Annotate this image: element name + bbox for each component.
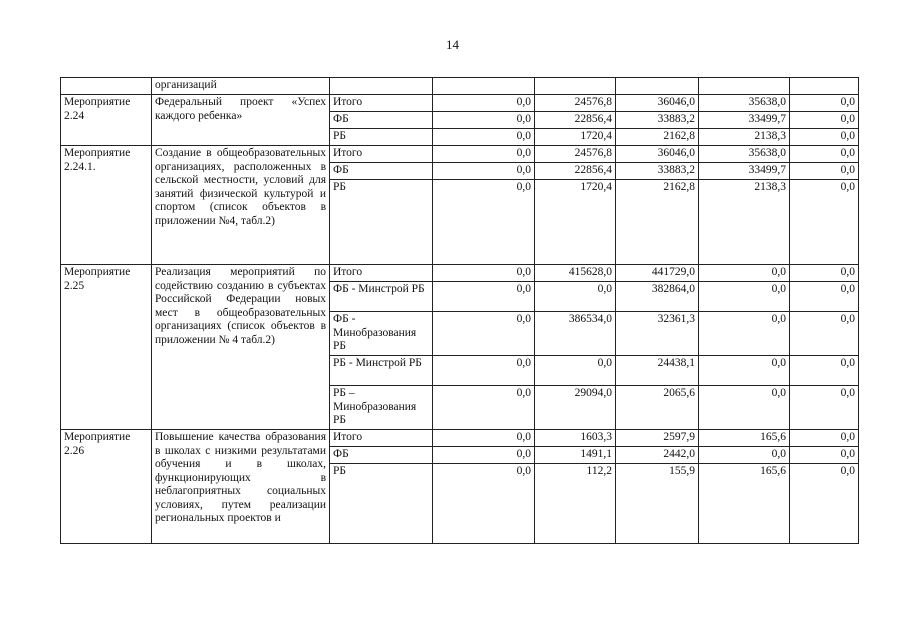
table-row xyxy=(61,95,859,112)
table-cell xyxy=(616,78,699,95)
table-cell xyxy=(699,78,790,95)
value-cell: 0,0 xyxy=(699,447,790,464)
value-cell: 382864,0 xyxy=(616,282,699,312)
value-cell: 0,0 xyxy=(433,356,535,386)
value-cell: 24576,8 xyxy=(535,146,616,163)
value-cell: 0,0 xyxy=(433,95,535,112)
value-cell: 165,6 xyxy=(699,430,790,447)
funding-source: РБ xyxy=(330,464,433,544)
value-cell: 165,6 xyxy=(699,464,790,544)
table-cell xyxy=(535,78,616,95)
value-cell: 35638,0 xyxy=(699,95,790,112)
table-row xyxy=(61,78,859,95)
value-cell: 35638,0 xyxy=(699,146,790,163)
table-row xyxy=(61,430,859,447)
value-cell: 0,0 xyxy=(790,386,859,430)
measure-name: Повышение качества образования в школах с низкими результатами обучения и в школах, функционирующих в неблагоприятных социальных условиях, путем реализации региональных проектов и xyxy=(152,430,330,544)
table-cell xyxy=(433,78,535,95)
value-cell: 22856,4 xyxy=(535,163,616,180)
value-cell: 0,0 xyxy=(699,356,790,386)
value-cell: 1603,3 xyxy=(535,430,616,447)
value-cell: 1491,1 xyxy=(535,447,616,464)
continuation-name: организаций xyxy=(152,78,330,95)
value-cell: 0,0 xyxy=(790,163,859,180)
value-cell: 33499,7 xyxy=(699,112,790,129)
measure-label: Мероприятие 2.26 xyxy=(61,430,152,544)
table-row xyxy=(61,146,859,163)
measure-name: Реализация мероприятий по содействию созданию в субъектах Российской Федерации новых мест в общеобразовательных организациях (список объектов в приложении № 4 табл.2) xyxy=(152,265,330,430)
table-cell xyxy=(330,78,433,95)
funding-source: Итого xyxy=(330,95,433,112)
value-cell: 1720,4 xyxy=(535,129,616,146)
value-cell: 0,0 xyxy=(535,282,616,312)
measure-name: Федеральный проект «Успех каждого ребенка» xyxy=(152,95,330,146)
value-cell: 0,0 xyxy=(433,129,535,146)
value-cell: 2138,3 xyxy=(699,129,790,146)
value-cell: 0,0 xyxy=(790,112,859,129)
value-cell: 0,0 xyxy=(535,356,616,386)
funding-source: ФБ xyxy=(330,163,433,180)
value-cell: 33883,2 xyxy=(616,163,699,180)
table-cell xyxy=(790,78,859,95)
funding-source: Итого xyxy=(330,265,433,282)
value-cell: 0,0 xyxy=(790,146,859,163)
value-cell: 33499,7 xyxy=(699,163,790,180)
value-cell: 0,0 xyxy=(433,163,535,180)
value-cell: 29094,0 xyxy=(535,386,616,430)
value-cell: 415628,0 xyxy=(535,265,616,282)
value-cell: 2138,3 xyxy=(699,180,790,265)
value-cell: 32361,3 xyxy=(616,312,699,356)
value-cell: 0,0 xyxy=(433,146,535,163)
value-cell: 0,0 xyxy=(699,312,790,356)
funding-source: ФБ xyxy=(330,112,433,129)
value-cell: 112,2 xyxy=(535,464,616,544)
page-number: 14 xyxy=(446,37,459,52)
value-cell: 0,0 xyxy=(790,129,859,146)
value-cell: 0,0 xyxy=(699,265,790,282)
value-cell: 0,0 xyxy=(433,464,535,544)
value-cell: 36046,0 xyxy=(616,146,699,163)
funding-source: ФБ - Минобразования РБ xyxy=(330,312,433,356)
value-cell: 0,0 xyxy=(433,312,535,356)
funding-source: РБ xyxy=(330,129,433,146)
funding-source: Итого xyxy=(330,146,433,163)
funding-source: ФБ xyxy=(330,447,433,464)
value-cell: 1720,4 xyxy=(535,180,616,265)
value-cell: 0,0 xyxy=(790,430,859,447)
value-cell: 0,0 xyxy=(790,95,859,112)
value-cell: 0,0 xyxy=(790,464,859,544)
funding-source: РБ – Минобразования РБ xyxy=(330,386,433,430)
value-cell: 0,0 xyxy=(433,180,535,265)
funding-source: Итого xyxy=(330,430,433,447)
value-cell: 0,0 xyxy=(433,430,535,447)
value-cell: 441729,0 xyxy=(616,265,699,282)
value-cell: 0,0 xyxy=(433,265,535,282)
value-cell: 2162,8 xyxy=(616,180,699,265)
measure-label: Мероприятие 2.25 xyxy=(61,265,152,430)
budget-table xyxy=(60,77,859,544)
table-cell xyxy=(61,78,152,95)
value-cell: 2162,8 xyxy=(616,129,699,146)
table-row xyxy=(61,265,859,282)
funding-source: РБ xyxy=(330,180,433,265)
value-cell: 0,0 xyxy=(790,447,859,464)
value-cell: 24438,1 xyxy=(616,356,699,386)
value-cell: 155,9 xyxy=(616,464,699,544)
value-cell: 22856,4 xyxy=(535,112,616,129)
value-cell: 33883,2 xyxy=(616,112,699,129)
value-cell: 2065,6 xyxy=(616,386,699,430)
value-cell: 0,0 xyxy=(790,356,859,386)
value-cell: 0,0 xyxy=(433,282,535,312)
value-cell: 0,0 xyxy=(433,112,535,129)
value-cell: 0,0 xyxy=(699,282,790,312)
value-cell: 0,0 xyxy=(790,282,859,312)
value-cell: 386534,0 xyxy=(535,312,616,356)
measure-label: Мероприятие 2.24.1. xyxy=(61,146,152,265)
value-cell: 24576,8 xyxy=(535,95,616,112)
value-cell: 2597,9 xyxy=(616,430,699,447)
value-cell: 0,0 xyxy=(790,180,859,265)
value-cell: 0,0 xyxy=(699,386,790,430)
value-cell: 36046,0 xyxy=(616,95,699,112)
funding-source: ФБ - Минстрой РБ xyxy=(330,282,433,312)
measure-name: Создание в общеобразовательных организациях, расположенных в сельской местности, условий для занятий физической культурой и спортом (список объектов в приложении №4, табл.2) xyxy=(152,146,330,265)
funding-source: РБ - Минстрой РБ xyxy=(330,356,433,386)
value-cell: 0,0 xyxy=(433,386,535,430)
value-cell: 0,0 xyxy=(433,447,535,464)
value-cell: 2442,0 xyxy=(616,447,699,464)
measure-label: Мероприятие 2.24 xyxy=(61,95,152,146)
value-cell: 0,0 xyxy=(790,312,859,356)
value-cell: 0,0 xyxy=(790,265,859,282)
